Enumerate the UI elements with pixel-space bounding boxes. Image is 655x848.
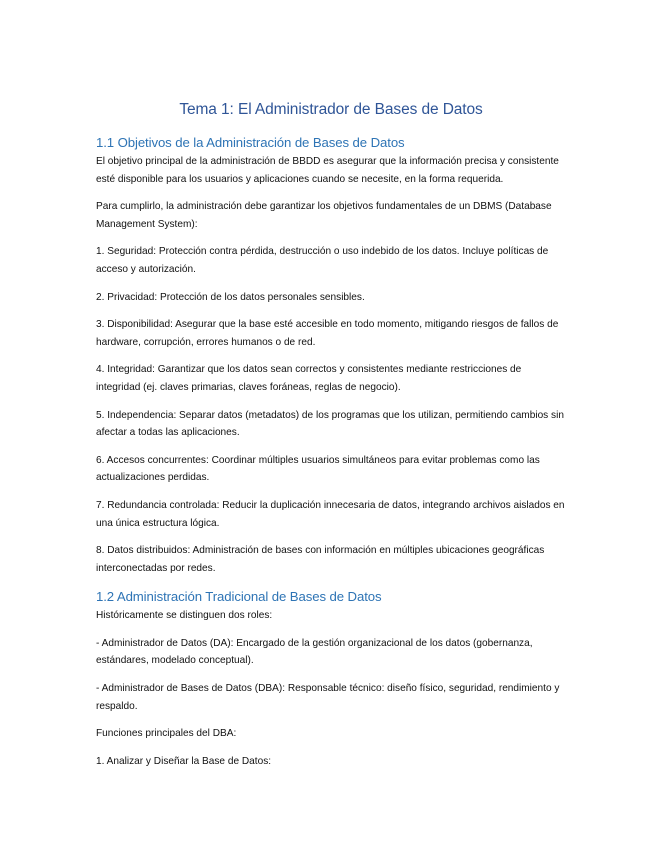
list-item-privacidad: 2. Privacidad: Protección de los datos personales sensibles.	[96, 291, 365, 303]
paragraph: Funciones principales del DBA:	[96, 728, 237, 740]
section-heading: 1.1 Objetivos de la Administración de Bases de Datos	[96, 135, 405, 150]
list-item-seguridad: 1. Seguridad: Protección contra pérdida, destrucción o uso indebido de los datos. Incluye políticas de acceso y autorización.	[96, 246, 549, 275]
list-item-dba: - Administrador de Bases de Datos (DBA): Responsable técnico: diseño físico, seguridad, rendimiento y respaldo.	[96, 683, 560, 712]
list-item-disponibilidad: 3. Disponibilidad: Asegurar que la base esté accesible en todo momento, mitigando riesgos de fallos de hardware, corrupción, errores humanos o de red.	[96, 319, 559, 348]
list-item-accesos-concurrentes: 6. Accesos concurrentes: Coordinar múltiples usuarios simultáneos para evitar problemas como las actualizaciones perdidas.	[96, 454, 540, 484]
section-objetivos	[96, 134, 566, 577]
list-item-analizar-disenar: 1. Analizar y Diseñar la Base de Datos:	[96, 755, 272, 767]
paragraph: El objetivo principal de la administración de BBDD es asegurar que la información precisa y consistente esté disponible para los usuarios y aplicaciones cuando se necesite, en la forma requerida.	[96, 156, 559, 185]
paragraph: Históricamente se distinguen dos roles:	[96, 610, 273, 622]
document-content	[96, 100, 566, 780]
list-item-da: - Administrador de Datos (DA): Encargado de la gestión organizacional de los datos (gobernanza, estándares, modelado conceptual).	[96, 637, 533, 667]
list-item-datos-distribuidos: 8. Datos distribuidos: Administración de bases con información en múltiples ubicaciones geográficas interconectadas por redes.	[96, 545, 545, 574]
section-administracion-tradicional	[96, 588, 566, 770]
list-item-redundancia: 7. Redundancia controlada: Reducir la duplicación innecesaria de datos, integrando archivos aislados en una única estructura lógica.	[96, 499, 565, 529]
list-item-integridad: 4. Integridad: Garantizar que los datos sean correctos y consistentes mediante restricciones de integridad (ej. claves primarias, claves foráneas, reglas de negocio).	[96, 364, 522, 393]
document-title: Tema 1: El Administrador de Bases de Datos	[179, 101, 483, 118]
list-item-independencia: 5. Independencia: Separar datos (metadatos) de los programas que los utilizan, permitiendo cambios sin afectar a todas las aplicaciones.	[96, 409, 564, 439]
paragraph: Para cumplirlo, la administración debe garantizar los objetivos fundamentales de un DBMS (Database Management System):	[96, 201, 552, 230]
section-heading: 1.2 Administración Tradicional de Bases de Datos	[96, 589, 382, 605]
